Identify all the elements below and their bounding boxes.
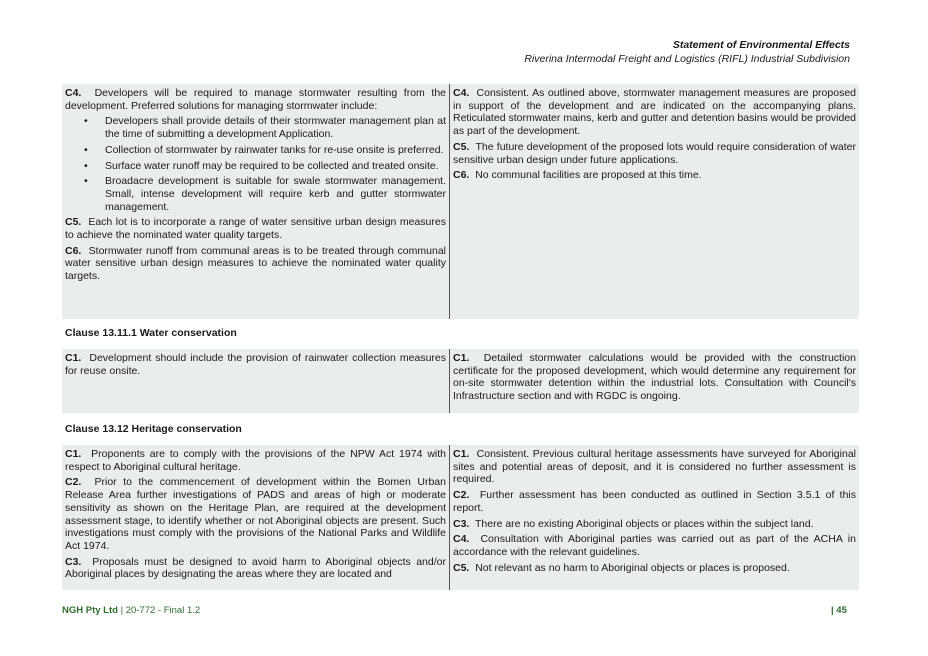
table-row xyxy=(62,84,859,319)
document-title: Statement of Environmental Effects xyxy=(672,39,850,51)
control-c1: C1. Development should include the provision of rainwater collection measures for reuse onsite. xyxy=(65,352,446,377)
list-item: • Developers shall provide details of their stormwater management plan at the time of submitting a development Application. xyxy=(105,115,446,140)
list-item: • Broadacre development is suitable for swale stormwater management. Small, intense development will require kerb and gutter stormwater management. xyxy=(105,175,446,213)
control-c1: C1. Proponents are to comply with the provisions of the NPW Act 1974 with respect to Aboriginal cultural heritage. xyxy=(65,448,446,473)
water-conservation-table xyxy=(62,349,859,413)
control-c3: C3. Proposals must be designed to avoid harm to Aboriginal objects and/or Aboriginal places by designating the areas where they are located and xyxy=(65,555,446,581)
control-c2: C2. Prior to the commencement of development within the Bomen Urban Release Area further investigations of PADS and areas of high or moderate sensitivity as shown on the Heritage Plan, are required at the development assessment stage, to identify whether or not Aboriginal objects are present. Such investigations must comply with the provisions of the National Parks and Wildlife Act 1974. xyxy=(65,476,446,552)
clause-heading: Clause 13.11.1 Water conservation xyxy=(65,327,237,339)
list-item: • Surface water runoff may be required to be collected and treated onsite. xyxy=(105,160,446,173)
response-c6: C6. No communal facilities are proposed at this time. xyxy=(453,169,702,182)
bullet-list xyxy=(65,115,446,213)
page-footer xyxy=(62,605,200,616)
company-name: NGH Pty Ltd xyxy=(62,605,118,616)
control-c5: C5. Each lot is to incorporate a range of water sensitive urban design measures to achieve the nominated water quality targets. xyxy=(65,216,446,242)
controls-cell xyxy=(62,84,450,319)
document-subtitle: Riverina Intermodal Freight and Logistics (RIFL) Industrial Subdivision xyxy=(524,53,850,65)
page-number: | 45 xyxy=(831,605,847,616)
controls-cell xyxy=(62,349,450,413)
clause-heading: Clause 13.12 Heritage conservation xyxy=(65,423,242,435)
response-cell xyxy=(450,445,860,590)
response-c1: C1. Consistent. Previous cultural heritage assessments have surveyed for Aboriginal sites and potential areas of deposit, and it is considered no further assessment is required. xyxy=(453,448,856,486)
control-c4: C4. Developers will be required to manage stormwater resulting from the development. Preferred solutions for managing stormwater include: xyxy=(65,87,446,112)
response-c5: C5. The future development of the proposed lots would require consideration of water sensitive urban design under future applications. xyxy=(453,140,856,166)
stormwater-table xyxy=(62,84,859,319)
response-c2: C2. Further assessment has been conducted as outlined in Section 3.5.1 of this report. xyxy=(453,489,856,514)
heritage-table xyxy=(62,445,859,590)
response-c1: C1. Detailed stormwater calculations would be provided with the construction certificate for the proposed development, which would determine any requirement for on-site stormwater detention within the industrial lots. Consultation with Council's Infrastructure section and with RGDC is ongoing. xyxy=(453,352,856,403)
table-row xyxy=(62,445,859,590)
response-c4: C4. Consistent. As outlined above, stormwater management measures are proposed in support of the development and are indicated on the accompanying plans. Reticulated stormwater mains, kerb and gutter and detention basins would be provided as part of the development. xyxy=(453,87,857,138)
response-c3: C3. There are no existing Aboriginal objects or places within the subject land. xyxy=(453,517,814,530)
response-c4: C4. Consultation with Aboriginal parties was carried out as part of the ACHA in accordance with the relevant guidelines. xyxy=(453,533,856,558)
control-c6: C6. Stormwater runoff from communal areas is to be treated through communal water sensitive urban design measures to achieve the nominated water quality targets. xyxy=(65,244,446,283)
response-cell xyxy=(450,349,860,413)
response-cell xyxy=(450,84,860,319)
list-item: • Collection of stormwater by rainwater tanks for re-use onsite is preferred. xyxy=(105,144,446,157)
table-row xyxy=(62,349,859,413)
page-header xyxy=(524,38,850,66)
response-c5: C5. Not relevant as no harm to Aboriginal objects or places is proposed. xyxy=(453,561,790,574)
controls-cell xyxy=(62,445,450,590)
document-reference: | 20-772 - Final 1.2 xyxy=(117,605,201,616)
